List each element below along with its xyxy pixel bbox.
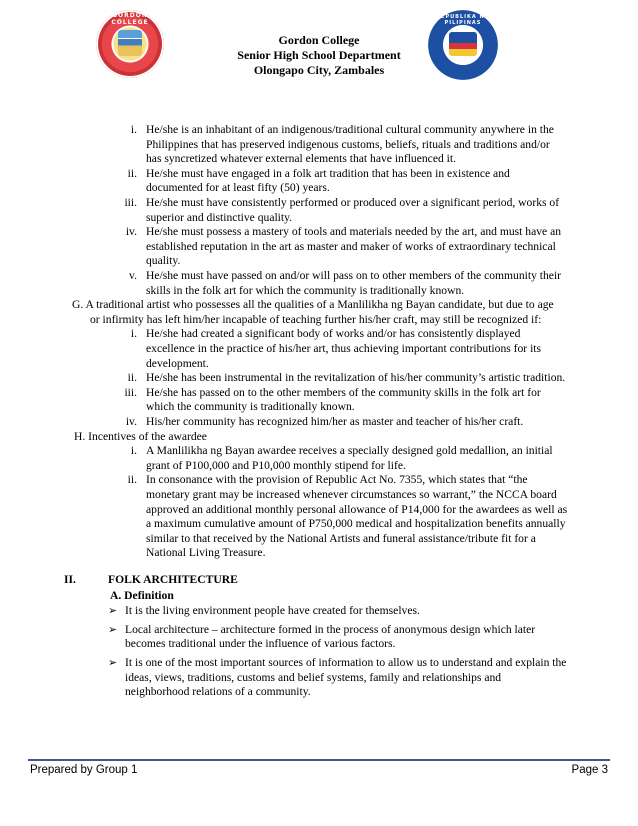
section-g-text-line: G. A traditional artist who possesses all the qualities of a Manlilikha ng Bayan candidate, but due to age bbox=[72, 298, 554, 312]
item-numeral: ii. bbox=[127, 371, 137, 385]
footer-prepared-by: Prepared by Group 1 bbox=[30, 764, 138, 776]
item-text-line: established reputation in the art as master and maker of works of extraordinary technical bbox=[146, 239, 556, 253]
right-logo-text: REPUBLIKA NG PILIPINAS bbox=[436, 14, 490, 26]
section-numeral: II. bbox=[64, 573, 76, 586]
item-text-line: skills in the folk art for which the community is traditionally known. bbox=[146, 283, 465, 297]
item-numeral: iv. bbox=[125, 225, 137, 239]
item-text-line: Philippines that has preserved indigenous customs, beliefs, rituals and traditions and/or bbox=[146, 137, 550, 151]
school-location: Olongapo City, Zambales bbox=[253, 63, 385, 77]
item-numeral: i. bbox=[130, 123, 137, 136]
school-name: Gordon College bbox=[278, 33, 360, 47]
item-text-line: development. bbox=[146, 356, 209, 370]
item-numeral: ii. bbox=[127, 473, 137, 487]
item-numeral: iii. bbox=[124, 196, 137, 209]
item-text-line: similar to that received by the National Artists and funeral assistance/tribute fit for a bbox=[146, 531, 536, 545]
department-name: Senior High School Department bbox=[237, 48, 401, 62]
section-h-title: H. Incentives of the awardee bbox=[74, 429, 207, 443]
item-text-line: superior and distinctive quality. bbox=[146, 210, 293, 224]
item-text-line: A Manlilikha ng Bayan awardee receives a specially designed gold medallion, an initial bbox=[146, 444, 553, 458]
item-text-line: He/she has passed on to the other members of the community skills in the folk art for bbox=[146, 385, 541, 399]
item-numeral: i. bbox=[130, 327, 137, 341]
bullet-text-line: becomes traditional under the influence of various factors. bbox=[125, 637, 396, 651]
item-text-line: He/she must have passed on and/or will pass on to other members of the community their bbox=[146, 269, 562, 282]
section-g-text-line: or infirmity has left him/her incapable of teaching further his/her craft, may still be recognized if: bbox=[90, 312, 542, 326]
item-text-line: monetary grant may be increased whenever circumstances so warrant,” the NCCA board bbox=[146, 488, 557, 501]
section-title: FOLK ARCHITECTURE bbox=[108, 573, 238, 586]
item-text-line: He/she must have engaged in a folk art tradition that has been in existence and bbox=[146, 166, 510, 180]
footer-divider bbox=[28, 759, 610, 761]
item-text-line: documented for at least fifty (50) years. bbox=[146, 181, 330, 195]
item-text-line: grant of P100,000 and P10,000 monthly stipend for life. bbox=[146, 458, 406, 472]
arrow-bullet-icon: ➢ bbox=[108, 604, 118, 618]
left-logo-text: GORDON COLLEGE bbox=[111, 12, 149, 26]
item-text-line: a maximum cumulative amount of P750,000 medical and hospitalization benefits annually bbox=[146, 517, 566, 531]
bullet-text-line: neighborhood relations of a community. bbox=[125, 685, 311, 699]
arrow-bullet-icon: ➢ bbox=[108, 656, 118, 669]
item-numeral: ii. bbox=[127, 166, 137, 180]
item-text-line: has syncretized whatever external elements that have influenced it. bbox=[146, 152, 456, 166]
item-text-line: quality. bbox=[146, 254, 181, 268]
item-text-line: He/she must possess a mastery of tools and materials needed by the art, and must have an bbox=[146, 225, 562, 239]
section-subtitle: A. Definition bbox=[110, 588, 174, 602]
item-text-line: National Living Treasure. bbox=[146, 546, 266, 560]
item-numeral: i. bbox=[130, 444, 137, 458]
item-text-line: His/her community has recognized him/her as master and teacher of his/her craft. bbox=[146, 415, 524, 428]
item-text-line: excellence in the practice of his/her art, thus achieving important contributions for its bbox=[146, 342, 542, 355]
item-text-line: which the community is traditionally known. bbox=[146, 400, 355, 414]
item-text-line: He/she must have consistently performed or produced over a significant period, works of bbox=[146, 196, 560, 209]
item-text-line: He/she had created a significant body of works and/or has consistently displayed bbox=[146, 327, 521, 341]
bullet-text-line: Local architecture – architecture formed in the process of anonymous design which later bbox=[125, 622, 536, 636]
item-numeral: v. bbox=[129, 269, 137, 282]
bullet-text-line: It is the living environment people have created for themselves. bbox=[125, 604, 420, 618]
item-text-line: He/she is an inhabitant of an indigenous/traditional cultural community anywhere in the bbox=[146, 123, 554, 136]
item-text-line: approved an additional monthly personal allowance of P14,000 for the awardees as well as bbox=[146, 502, 568, 516]
item-text-line: In consonance with the provision of Republic Act No. 7355, which states that “the bbox=[146, 473, 528, 487]
arrow-bullet-icon: ➢ bbox=[108, 622, 118, 636]
footer-page-number: Page 3 bbox=[571, 764, 608, 776]
item-numeral: iii. bbox=[124, 385, 137, 399]
item-text-line: He/she has been instrumental in the revitalization of his/her community’s artistic tradition. bbox=[146, 371, 566, 385]
bullet-text-line: It is one of the most important sources of information to allow us to understand and explain the bbox=[125, 656, 567, 669]
bullet-text-line: ideas, views, traditions, customs and belief systems, family and relationships and bbox=[125, 670, 502, 684]
item-numeral: iv. bbox=[125, 415, 137, 428]
